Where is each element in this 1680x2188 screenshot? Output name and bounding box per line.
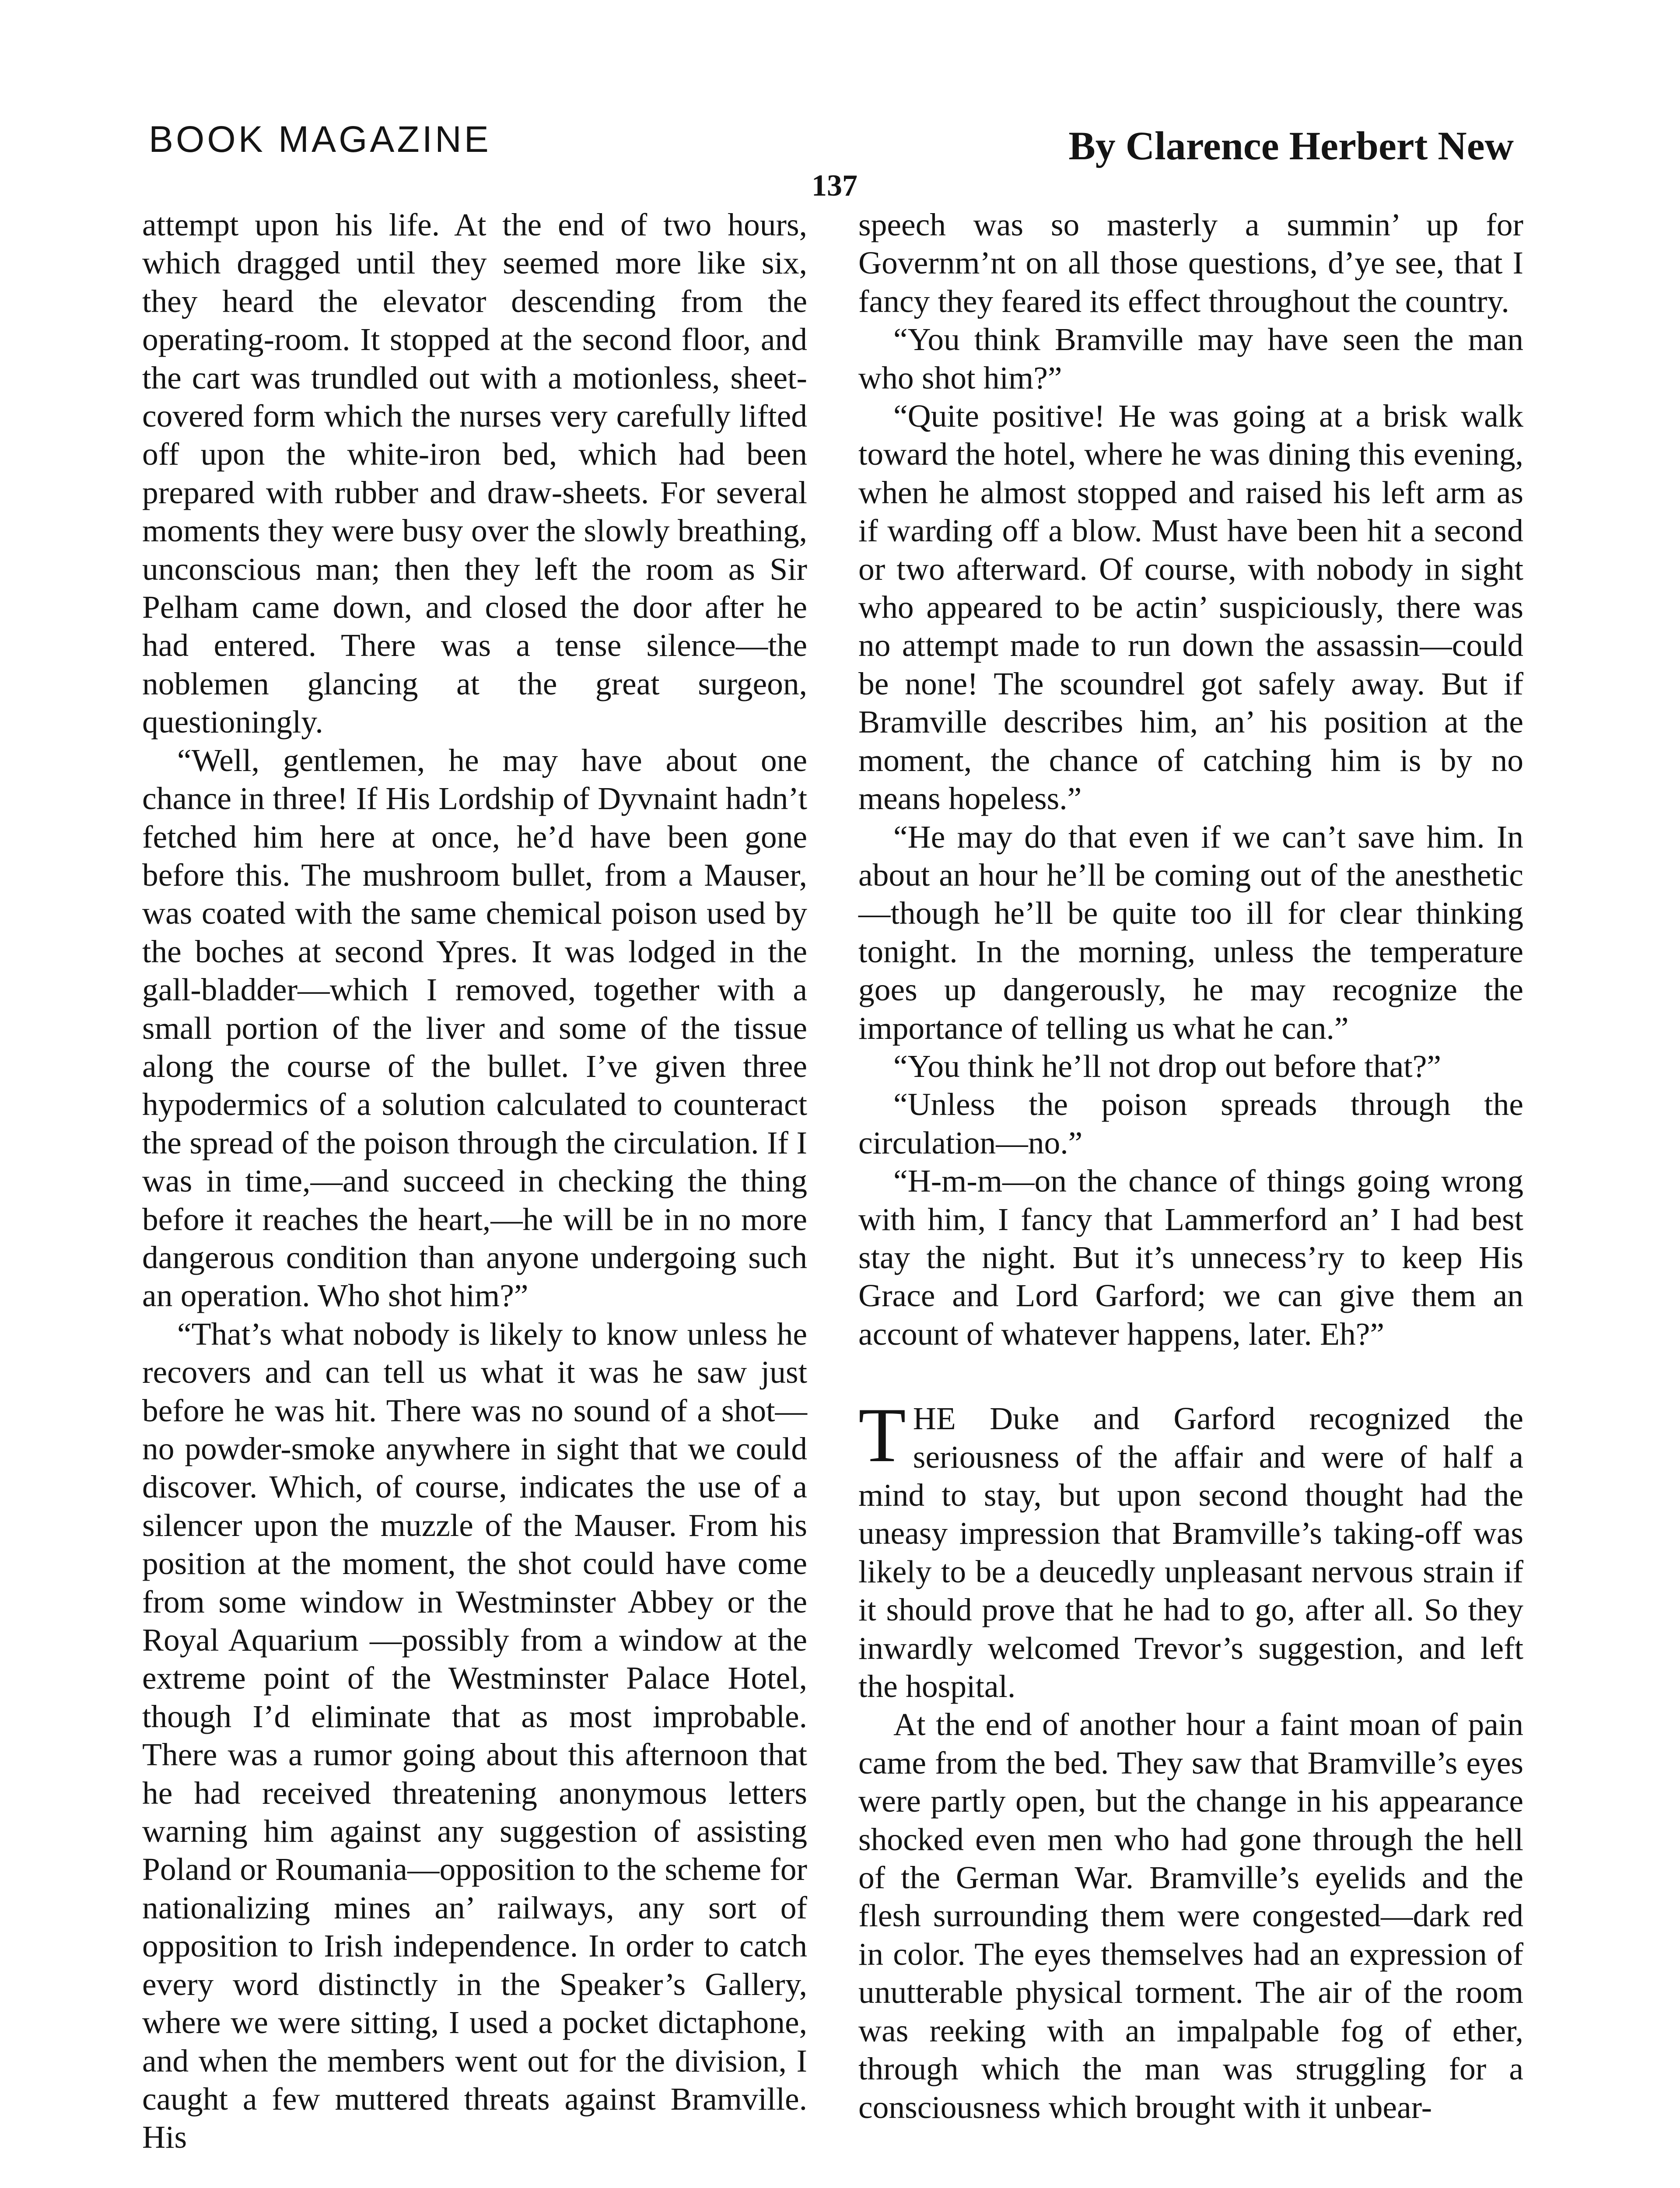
paragraph: “You think Bramville may have seen the man who shot him?” [858,322,1523,396]
paragraph: “You think he’ll not drop out before that?” [893,1048,1441,1084]
section-opening-text: HE Duke and Garford recognized the seriousness of the affair and were of half a mind to stay, but upon second thought had the uneasy impression that Bramville’s taking-off was likely to be a deucedly unpleasant nervous strain if it should prove that he had to go, after all. So they inwardly welcomed Trevor’s suggestion, and left the hospital. [858,1401,1523,1704]
paragraph: “Well, gentlemen, he may have about one chance in three! If His Lordship of Dyvnaint hadn’t fetched him here at once, he’d have been gone before this. The mushroom bullet, from a Mauser, was coated with the same chemical poison used by the boches at second Ypres. It was lodged in the gall-bladder—which I removed, together with a small portion of the liver and some of the tissue along the course of the bullet. I’ve given three hypodermics of a solution calculated to counteract the spread of the poison through the circulation. If I was in time,—and succeed in checking the thing before it reaches the heart,—he will be in no more dangerous condition than anyone undergoing such an operation. Who shot him?” [142,742,807,1314]
page-number: 137 [812,169,858,203]
paragraph: “Unless the poison spreads through the circulation—no.” [858,1087,1523,1161]
section-opening-paragraph [858,1392,1523,1705]
paragraph: “That’s what nobody is likely to know unless he recovers and can tell us what it was he saw just before he was hit. There was no sound of a shot—no powder-smoke anywhere in sight that we could discover. Which, of course, indicates the use of a silencer upon the muzzle of the Mauser. From his position at the moment, the shot could have come from some window in Westminster Abbey or the Royal Aquarium —possibly from a window at the extreme point of the Westminster Palace Hotel, though I’d eliminate that as most improbable. There was a rumor going about this afternoon that he had received threatening anonymous letters warning him against any suggestion of assisting Poland or Roumania—opposition to the scheme for nationalizing mines an’ railways, any sort of opposition to Irish independence. In order to catch every word distinctly in the Speaker’s Gallery, where we were sitting, I used a pocket dictaphone, and when the members went out for the division, I caught a few muttered threats against Bramville. His [142,1316,807,2155]
section-break [858,1353,1523,1399]
magazine-title: BOOK MAGAZINE [149,119,491,160]
paragraph: “He may do that even if we can’t save him. In about an hour he’ll be coming out of the anesthetic—though he’ll be quite too ill for clear thinking tonight. In the morning, unless the temperature goes up dangerously, he may recognize the importance of telling us what he can.” [858,819,1523,1046]
paragraph: “H-m-m—on the chance of things going wrong with him, I fancy that Lammerford an’ I had best stay the night. But it’s unnecess’ry to keep His Grace and Lord Garford; we can give them an account of whatever happens, later. Eh?” [858,1163,1523,1352]
author-byline: By Clarence Herbert New [1068,123,1514,168]
drop-cap: T [858,1392,906,1479]
paragraph: “Quite positive! He was going at a brisk walk toward the hotel, where he was dining this evening, when he almost stopped and raised his left arm as if warding off a blow. Must have been hit a second or two afterward. Of course, with nobody in sight who appeared to be actin’ suspiciously, there was no attempt made to run down the assassin—could be none! The scoundrel got safely away. But if Bramville describes him, an’ his position at the moment, the chance of catching him is by no means hopeless.” [858,398,1523,817]
paragraph: attempt upon his life. At the end of two hours, which dragged until they seemed more like six, they heard the elevator descending from the operating-room. It stopped at the second floor, and the cart was trundled out with a motionless, sheet-covered form which the nurses very carefully lifted off upon the white-iron bed, which had been prepared with rubber and draw-sheets. For several moments they were busy over the slowly breathing, unconscious man; then they left the room as Sir Pelham came down, and closed the door after he had entered. There was a tense silence—the noblemen glancing at the great surgeon, questioningly. [142,207,807,740]
paragraph: At the end of another hour a faint moan of pain came from the bed. They saw that Bramville’s eyes were partly open, but the change in his appearance shocked even men who had gone through the hell of the German War. Bramville’s eyelids and the flesh surrounding them were congested—dark red in color. The eyes themselves had an expression of unutterable physical torment. The air of the room was reeking with an impalpable fog of ether, through which the man was struggling for a consciousness which brought with it unbear- [858,1707,1523,2125]
left-column [142,206,807,2156]
paragraph: speech was so masterly a summin’ up for Governm’nt on all those questions, d’ye see, that I fancy they feared its effect throughout the country. [858,207,1523,319]
right-column [858,206,1523,2126]
